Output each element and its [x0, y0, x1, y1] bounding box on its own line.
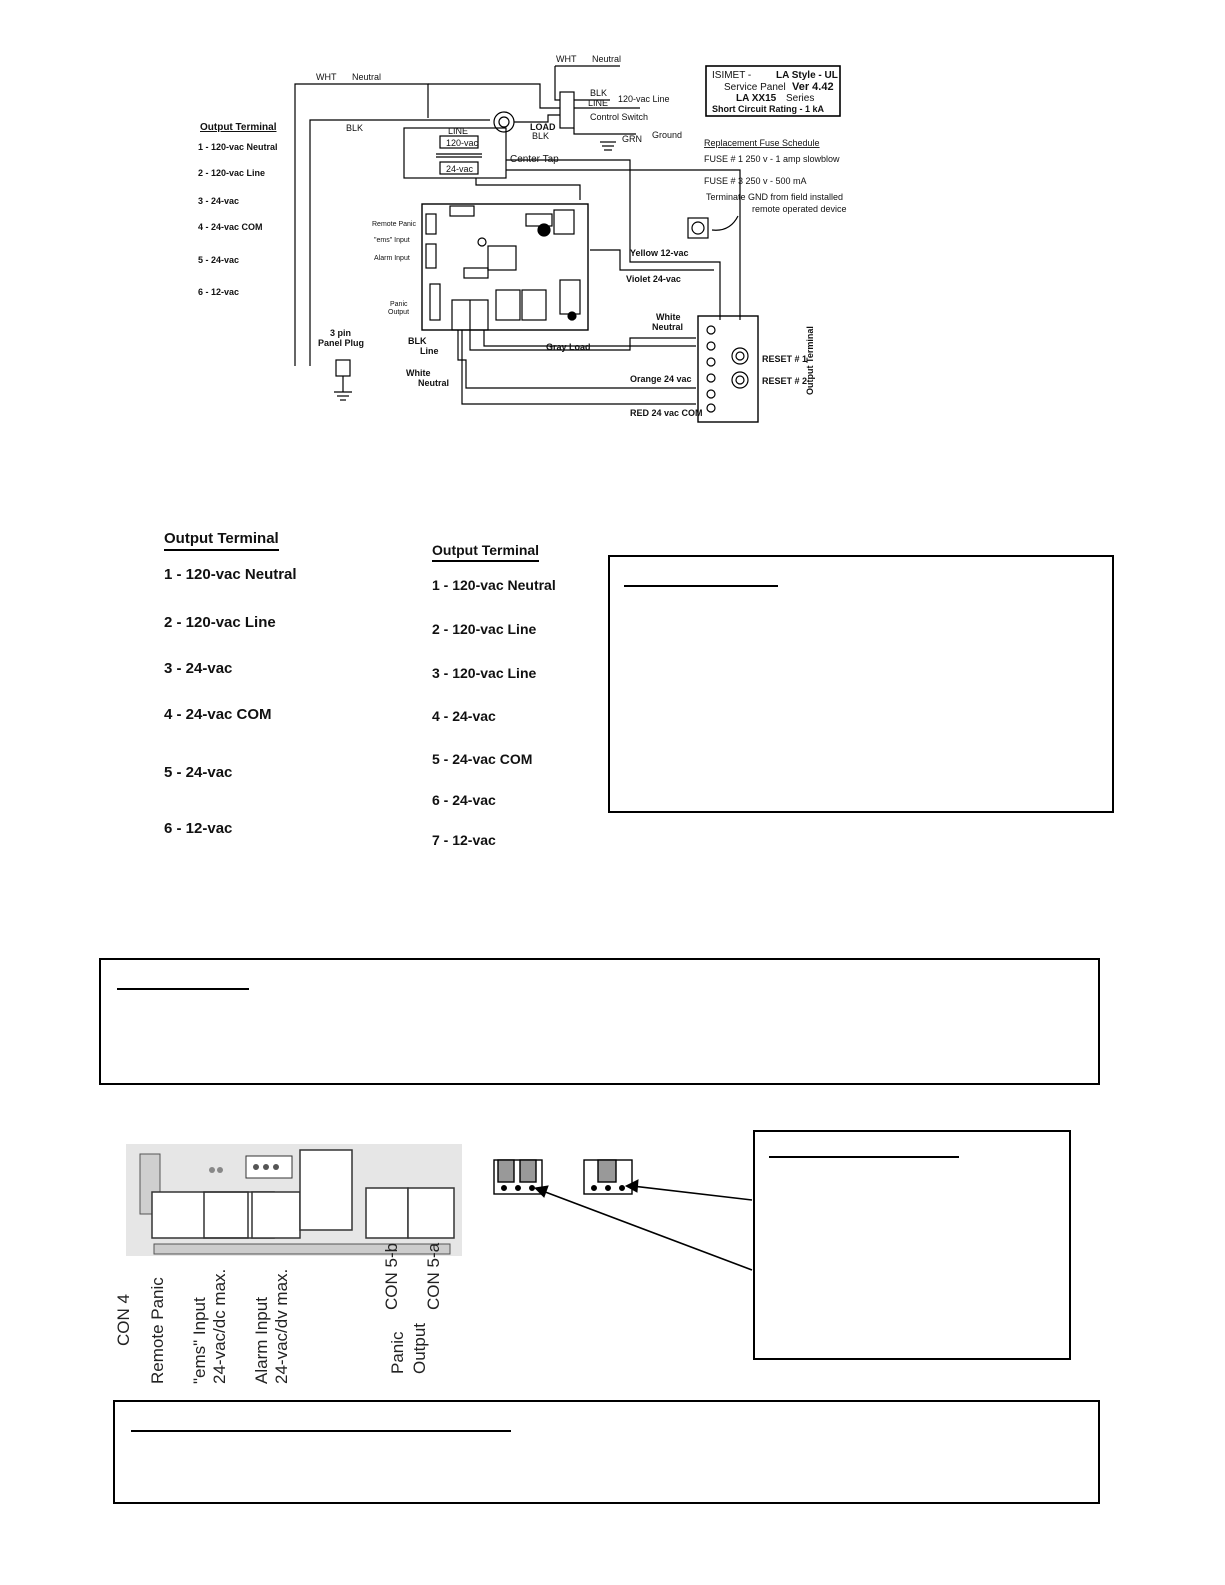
- diagram-label: RESET # 1: [762, 354, 808, 364]
- ems-rating-label: 24-vac/dc max.: [210, 1268, 229, 1384]
- con5b-label: CON 5-b: [382, 1242, 401, 1310]
- bottom-note-box: [113, 1400, 1100, 1504]
- terminal-list-6: [164, 530, 364, 850]
- terminal-row: 1 - 120-vac Neutral: [164, 566, 297, 583]
- terminal-list-7: [432, 542, 602, 862]
- terminal-row: 4 - 24-vac: [432, 708, 496, 724]
- diagram-label: Short Circuit Rating - 1 kA: [712, 104, 825, 114]
- ems-input-label: "ems" Input: [190, 1297, 209, 1384]
- notice-box-heading-line: [117, 988, 249, 990]
- diagram-label: Neutral: [592, 54, 622, 64]
- bottom-note-heading-line: [131, 1430, 511, 1432]
- diagram-label: Terminate GND from field installed: [706, 192, 844, 202]
- wire-label: WHT: [316, 72, 337, 82]
- alarm-input-label: Alarm Input: [252, 1297, 271, 1384]
- diagram-label: BLK: [408, 336, 427, 346]
- diagram-label: Panel Plug: [318, 338, 365, 348]
- diagram-label: GRN: [622, 134, 642, 144]
- diagram-label: Yellow 12-vac: [630, 248, 689, 258]
- diagram-label: 2 - 120-vac Line: [198, 168, 266, 178]
- notice-box: [99, 958, 1100, 1085]
- terminal-row: 2 - 120-vac Line: [164, 614, 276, 631]
- terminal-row: 6 - 12-vac: [164, 820, 233, 837]
- diagram-label: Output Terminal: [200, 122, 277, 133]
- diagram-label: "ems" Input: [374, 237, 410, 244]
- diagram-label: Output Terminal: [805, 326, 815, 395]
- diagram-label: Line: [420, 346, 439, 356]
- diagram-label: LA XX15: [736, 93, 777, 104]
- diagram-label: Panic: [390, 301, 408, 308]
- terminal-row: 3 - 120-vac Line: [432, 665, 537, 681]
- diagram-label: 120-vac: [446, 138, 479, 148]
- terminal-row: 1 - 120-vac Neutral: [432, 577, 556, 593]
- diagram-label: Neutral: [652, 322, 684, 332]
- terminal-row: 6 - 24-vac: [432, 792, 496, 808]
- terminal-row: 4 - 24-vac COM: [164, 706, 272, 723]
- diagram-label: LINE: [588, 98, 609, 108]
- diagram-label: Ground: [652, 130, 683, 140]
- diagram-label: Alarm Input: [374, 255, 410, 262]
- diagram-label: 1 - 120-vac Neutral: [198, 142, 278, 152]
- diagram-label: Series: [786, 93, 815, 104]
- diagram-label: BLK: [346, 123, 364, 133]
- alarm-rating-label: 24-vac/dv max.: [272, 1268, 291, 1384]
- diagram-label: 3 - 24-vac: [198, 196, 240, 206]
- diagram-label: 4 - 24-vac COM: [198, 222, 263, 232]
- diagram-label: BLK: [532, 131, 550, 141]
- wiring-diagram: [0, 0, 1225, 440]
- panic-label: Panic: [388, 1331, 407, 1374]
- diagram-label: FUSE # 1 250 v - 1 amp slowblow: [704, 154, 840, 164]
- diagram-label: Gray Load: [546, 342, 591, 352]
- diagram-label: RESET # 2: [762, 376, 808, 386]
- diagram-label: 120-vac Line: [618, 94, 670, 104]
- diagram-label: WHT: [556, 54, 577, 64]
- diagram-label: 5 - 24-vac: [198, 255, 240, 265]
- jumper-note-box: [753, 1130, 1071, 1360]
- terminal-row: 5 - 24-vac COM: [432, 751, 533, 767]
- diagram-label: FUSE # 3 250 v - 500 mA: [704, 176, 807, 186]
- connector-board-image: [126, 1144, 462, 1256]
- diagram-label: 3 pin: [330, 328, 352, 338]
- diagram-label: Service Panel: [724, 82, 786, 93]
- diagram-label: LOAD: [530, 122, 556, 132]
- jumper-illustration: [480, 1140, 760, 1370]
- diagram-label: Remote Panic: [372, 221, 416, 228]
- con4-label: CON 4: [114, 1294, 133, 1346]
- terminal-list-header: Output Terminal: [164, 530, 279, 551]
- diagram-label: LA Style - UL: [776, 70, 838, 81]
- diagram-label: Center Tap: [510, 154, 559, 165]
- diagram-label: 24-vac: [446, 164, 474, 174]
- diagram-label: Control Switch: [590, 112, 649, 122]
- con5a-label: CON 5-a: [424, 1242, 443, 1310]
- jumper-note-heading-line: [769, 1156, 959, 1158]
- diagram-label: White: [406, 368, 431, 378]
- output-label: Output: [410, 1322, 429, 1374]
- terminal-row: 7 - 12-vac: [432, 832, 496, 848]
- note-box: [608, 555, 1114, 813]
- diagram-label: 6 - 12-vac: [198, 287, 240, 297]
- diagram-label: LINE: [448, 126, 469, 136]
- terminal-row: 2 - 120-vac Line: [432, 621, 537, 637]
- diagram-label: Neutral: [418, 378, 450, 388]
- diagram-label: Ver 4.42: [792, 81, 834, 93]
- diagram-label: Output: [388, 309, 410, 316]
- diagram-label: Replacement Fuse Schedule: [704, 138, 820, 148]
- diagram-label: RED 24 vac COM: [630, 408, 703, 418]
- diagram-label: Neutral: [352, 72, 382, 82]
- terminal-row: 5 - 24-vac: [164, 764, 233, 781]
- terminal-row: 3 - 24-vac: [164, 660, 233, 677]
- diagram-label: BLK: [590, 88, 608, 98]
- diagram-label: Violet 24-vac: [626, 274, 681, 284]
- diagram-label: remote operated device: [752, 204, 847, 214]
- remote-panic-label: Remote Panic: [148, 1277, 167, 1384]
- diagram-label: Orange 24 vac: [630, 374, 692, 384]
- diagram-label: ISIMET -: [712, 70, 752, 81]
- terminal-list-header: Output Terminal: [432, 542, 539, 562]
- diagram-label: White: [656, 312, 681, 322]
- note-box-heading-line: [624, 585, 778, 587]
